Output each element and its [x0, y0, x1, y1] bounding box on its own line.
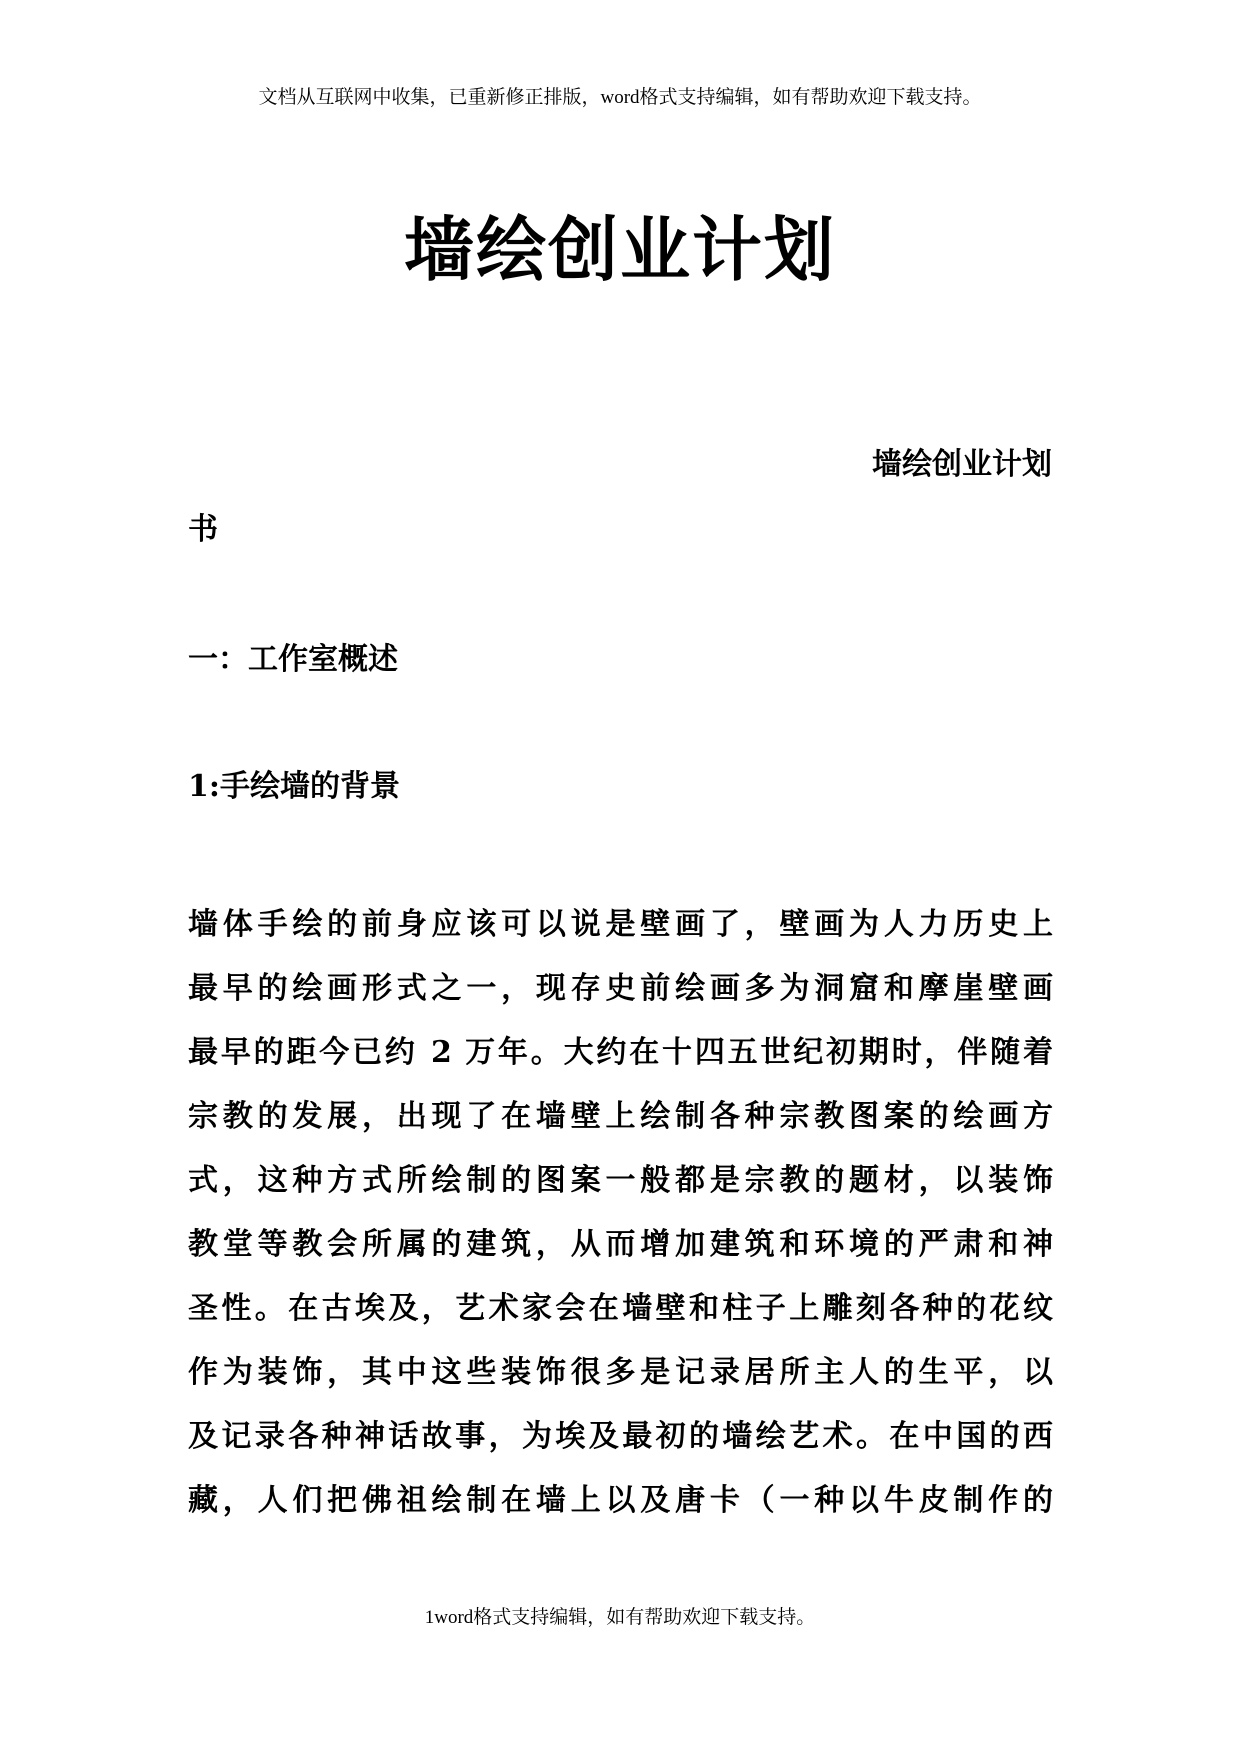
body-line: 宗教的发展，出现了在墙壁上绘制各种宗教图案的绘画方 [188, 1099, 1053, 1134]
body-line: 及记录各种神话故事，为埃及最初的墙绘艺术。在中国的西 [188, 1419, 1053, 1454]
body-line: 墙体手绘的前身应该可以说是壁画了，壁画为人力历史上 [188, 907, 1053, 942]
body-line: 作为装饰，其中这些装饰很多是记录居所主人的生平，以 [188, 1355, 1053, 1390]
document-title: 墙绘创业计划 [404, 208, 836, 291]
section-heading: 一：工作室概述 [188, 642, 398, 677]
body-line: 式，这种方式所绘制的图案一般都是宗教的题材，以装饰 [188, 1163, 1053, 1198]
footer-note: 1word格式支持编辑，如有帮助欢迎下载支持。 [424, 1607, 816, 1628]
body-line: 教堂等教会所属的建筑，从而增加建筑和环境的严肃和神 [188, 1227, 1053, 1262]
subtitle-line-2: 书 [188, 512, 218, 547]
body-line: 藏，人们把佛祖绘制在墙上以及唐卡（一种以牛皮制作的 [188, 1483, 1053, 1518]
body-paragraph [188, 893, 1053, 1533]
subtitle-line-1: 墙绘创业计划 [872, 447, 1052, 482]
body-line: 最早的绘画形式之一，现存史前绘画多为洞窟和摩崖壁画 [188, 971, 1053, 1006]
header-note: 文档从互联网中收集，已重新修正排版，word格式支持编辑，如有帮助欢迎下载支持。 [258, 87, 982, 108]
subsection-heading: 1:手绘墙的背景 [188, 769, 400, 804]
body-line: 最早的距今已约 2 万年。大约在十四五世纪初期时，伴随着 [188, 1035, 1053, 1070]
body-line: 圣性。在古埃及，艺术家会在墙壁和柱子上雕刻各种的花纹 [188, 1291, 1053, 1326]
